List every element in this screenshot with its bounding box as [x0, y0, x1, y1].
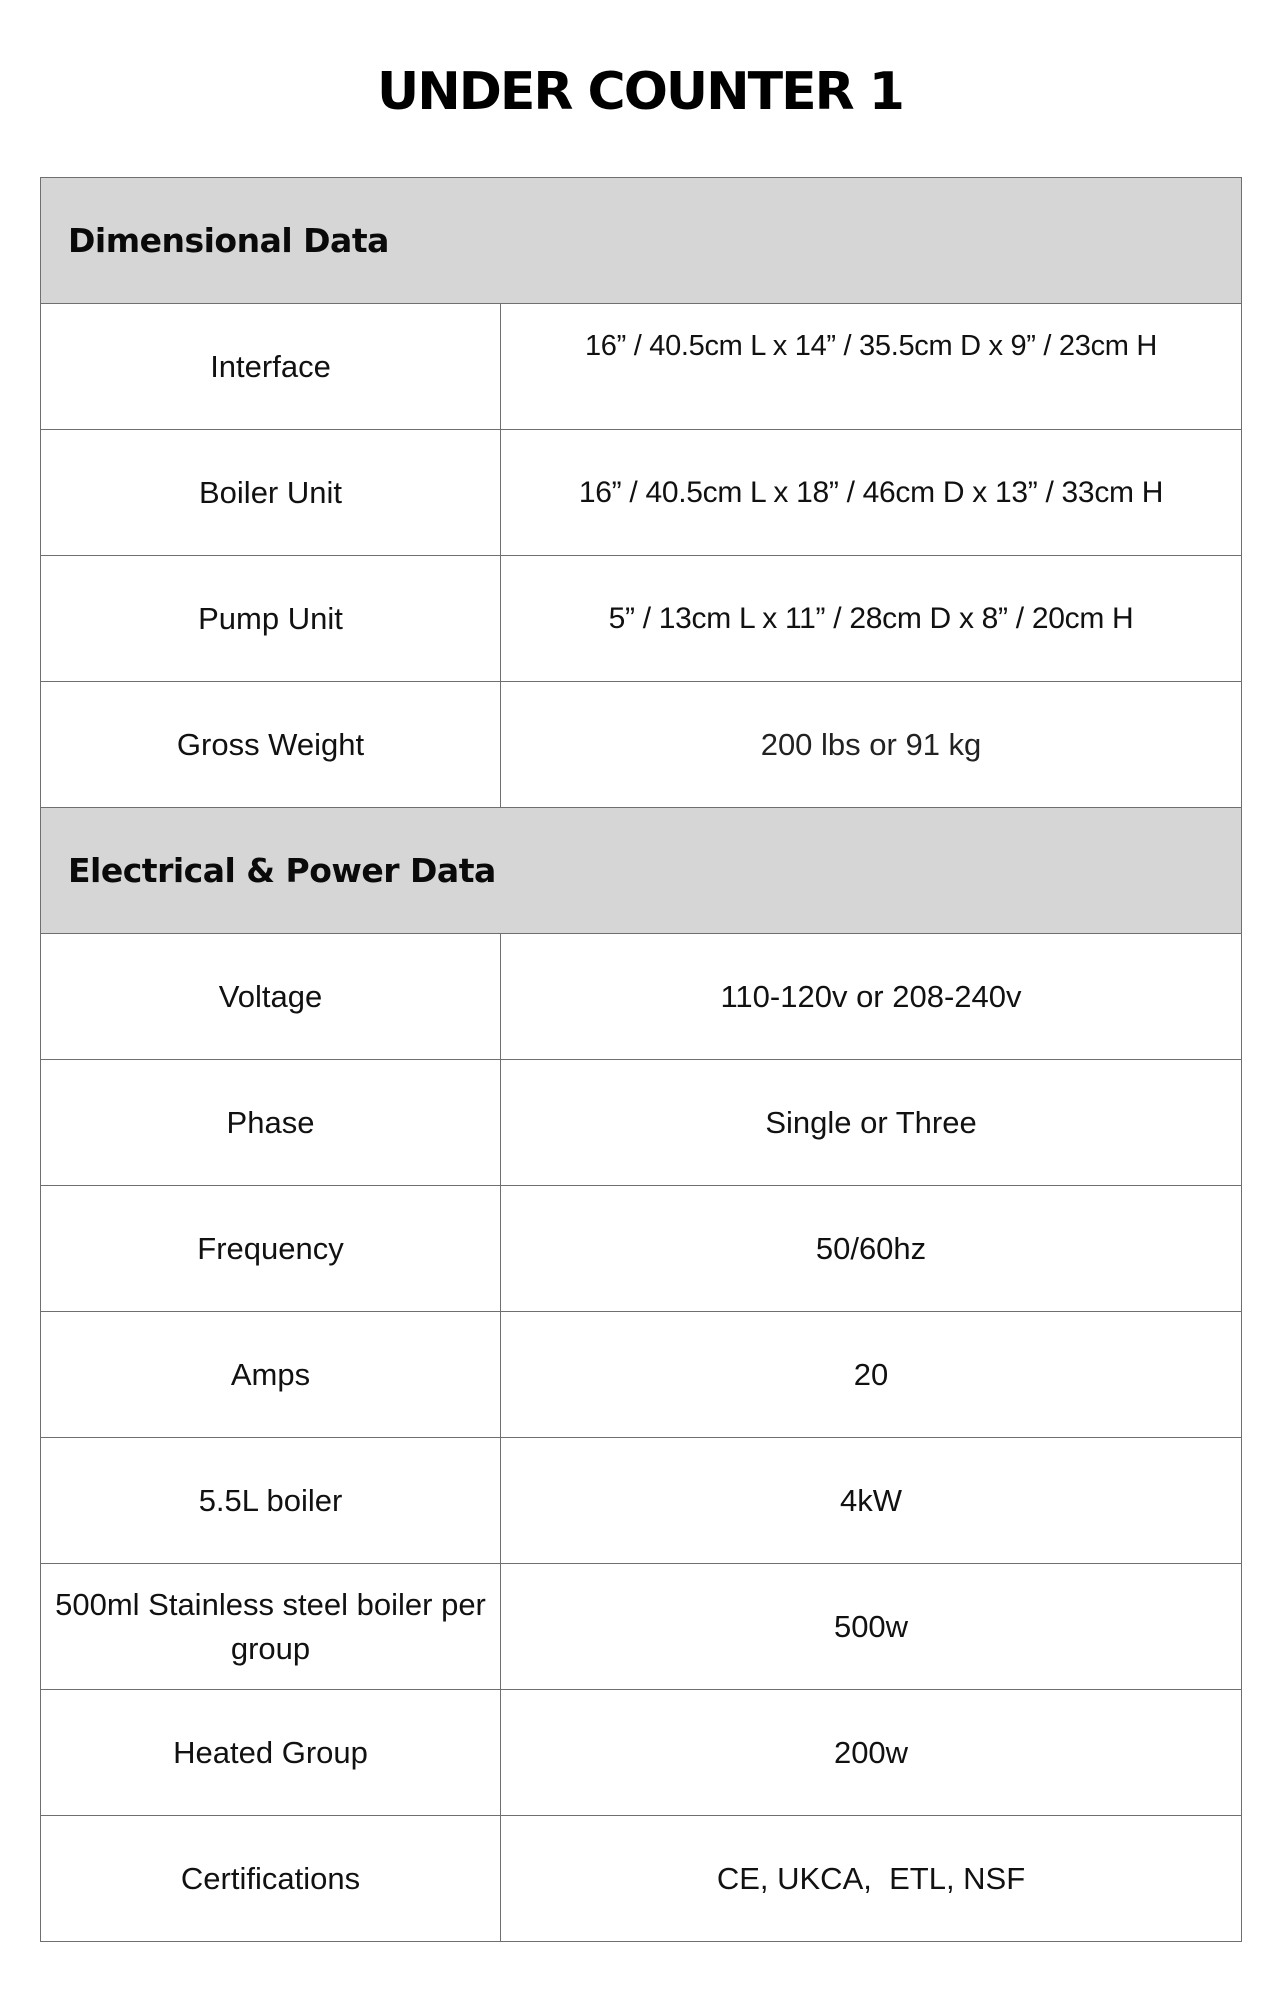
table-row-amps [41, 1312, 1242, 1438]
table-row-boiler-unit [41, 430, 1242, 556]
row-label: Voltage [41, 934, 501, 1060]
row-label: Amps [41, 1312, 501, 1438]
table-row-5-5l-boiler [41, 1438, 1242, 1564]
row-value: 50/60hz [501, 1186, 1242, 1312]
row-value: Single or Three [501, 1060, 1242, 1186]
table-row-certifications [41, 1816, 1242, 1942]
page-title: UNDER COUNTER 1 [376, 62, 903, 122]
table-row-frequency [41, 1186, 1242, 1312]
row-value: 200w [501, 1690, 1242, 1816]
row-label: Certifications [41, 1816, 501, 1942]
row-label: Interface [41, 304, 501, 430]
row-label: Boiler Unit [41, 430, 501, 556]
row-label: Phase [41, 1060, 501, 1186]
row-label: Heated Group [41, 1690, 501, 1816]
row-value: 20 [501, 1312, 1242, 1438]
spec-table [40, 177, 1242, 1942]
table-row-interface [41, 304, 1242, 430]
row-value: CE, UKCA, ETL, NSF [501, 1816, 1242, 1942]
section-header-electrical [41, 808, 1242, 934]
table-row-phase [41, 1060, 1242, 1186]
row-label: Pump Unit [41, 556, 501, 682]
row-value: 5” / 13cm L x 11” / 28cm D x 8” / 20cm H [501, 556, 1242, 682]
table-row-pump-unit [41, 556, 1242, 682]
row-value: 16” / 40.5cm L x 18” / 46cm D x 13” / 33cm H [501, 430, 1242, 556]
section-header-dimensional [41, 178, 1242, 304]
row-value: 110-120v or 208-240v [501, 934, 1242, 1060]
row-value: 16” / 40.5cm L x 14” / 35.5cm D x 9” / 23cm H [501, 304, 1242, 430]
table-row-500ml-boiler [41, 1564, 1242, 1690]
row-value: 200 lbs or 91 kg [501, 682, 1242, 808]
row-label: 5.5L boiler [41, 1438, 501, 1564]
table-row-heated-group [41, 1690, 1242, 1816]
row-label: Frequency [41, 1186, 501, 1312]
table-row-gross-weight [41, 682, 1242, 808]
row-value: 500w [501, 1564, 1242, 1690]
row-label: Gross Weight [41, 682, 501, 808]
section-title: Dimensional Data [41, 178, 1242, 304]
section-title: Electrical & Power Data [41, 808, 1242, 934]
row-value: 4kW [501, 1438, 1242, 1564]
row-label: 500ml Stainless steel boiler per group [41, 1564, 501, 1690]
table-row-voltage [41, 934, 1242, 1060]
